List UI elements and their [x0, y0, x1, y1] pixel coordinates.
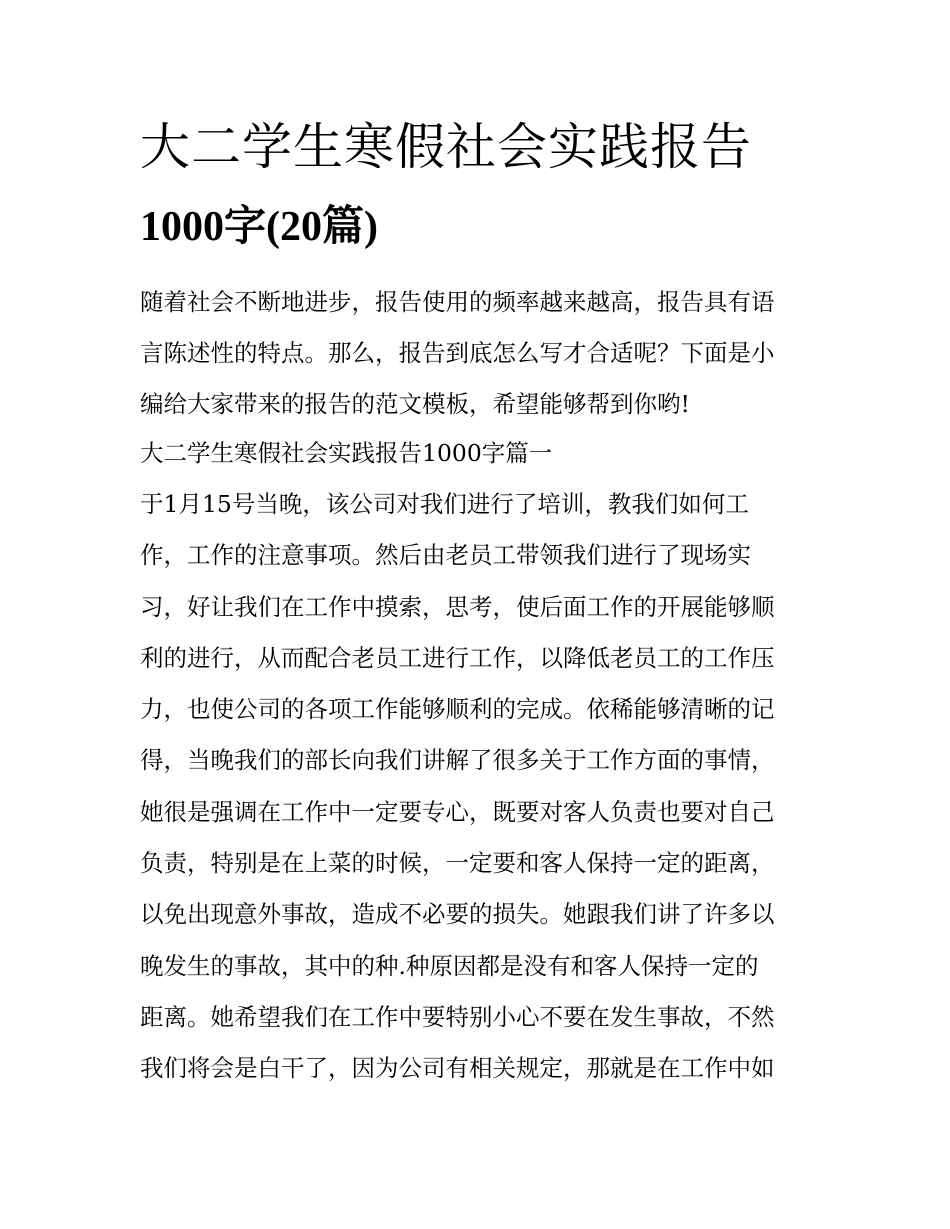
paragraph-line: 负责，特别是在上菜的时候，一定要和客人保持一定的距离， [140, 849, 775, 878]
intro-paragraph [140, 277, 820, 430]
paragraph-line: 她很是强调在工作中一定要专心，既要对客人负责也要对自己 [140, 797, 775, 826]
paragraph-line: 晚发生的事故，其中的种.种原因都是没有和客人保持一定的 [140, 951, 759, 980]
intro-line: 随着社会不断地进步，报告使用的频率越来越高，报告具有语 [140, 288, 775, 316]
intro-line: 言陈述性的特点。那么，报告到底怎么写才合适呢？下面是小 [140, 339, 775, 367]
document-title-line-2: 1000字(20篇) [140, 204, 378, 250]
paragraph-line: 得，当晚我们的部长向我们讲解了很多关于工作方面的事情， [140, 746, 775, 775]
paragraph-line: 以免出现意外事故，造成不必要的损失。她跟我们讲了许多以 [140, 900, 775, 929]
document-title-line-1: 大二学生寒假社会实践报告 [140, 118, 752, 176]
intro-line: 编给大家带来的报告的范文模板，希望能够帮到你哟! [140, 390, 690, 418]
section-heading: 大二学生寒假社会实践报告1000字篇一 [140, 439, 553, 467]
paragraph-line: 于1月15号当晚，该公司对我们进行了培训，教我们如何工 [140, 490, 749, 518]
paragraph-line: 习，好让我们在工作中摸索，思考，使后面工作的开展能够顺 [140, 592, 775, 621]
paragraph-line: 利的进行，从而配合老员工进行工作，以降低老员工的工作压 [140, 643, 775, 672]
paragraph-line: 我们将会是白干了，因为公司有相关规定，那就是在工作中如 [140, 1054, 775, 1083]
body-paragraph [140, 479, 820, 1095]
paragraph-line: 距离。她希望我们在工作中要特别小心不要在发生事故，不然 [140, 1002, 775, 1031]
paragraph-line: 作，工作的注意事项。然后由老员工带领我们进行了现场实 [140, 541, 751, 570]
paragraph-line: 力，也使公司的各项工作能够顺利的完成。依稀能够清晰的记 [140, 695, 775, 724]
